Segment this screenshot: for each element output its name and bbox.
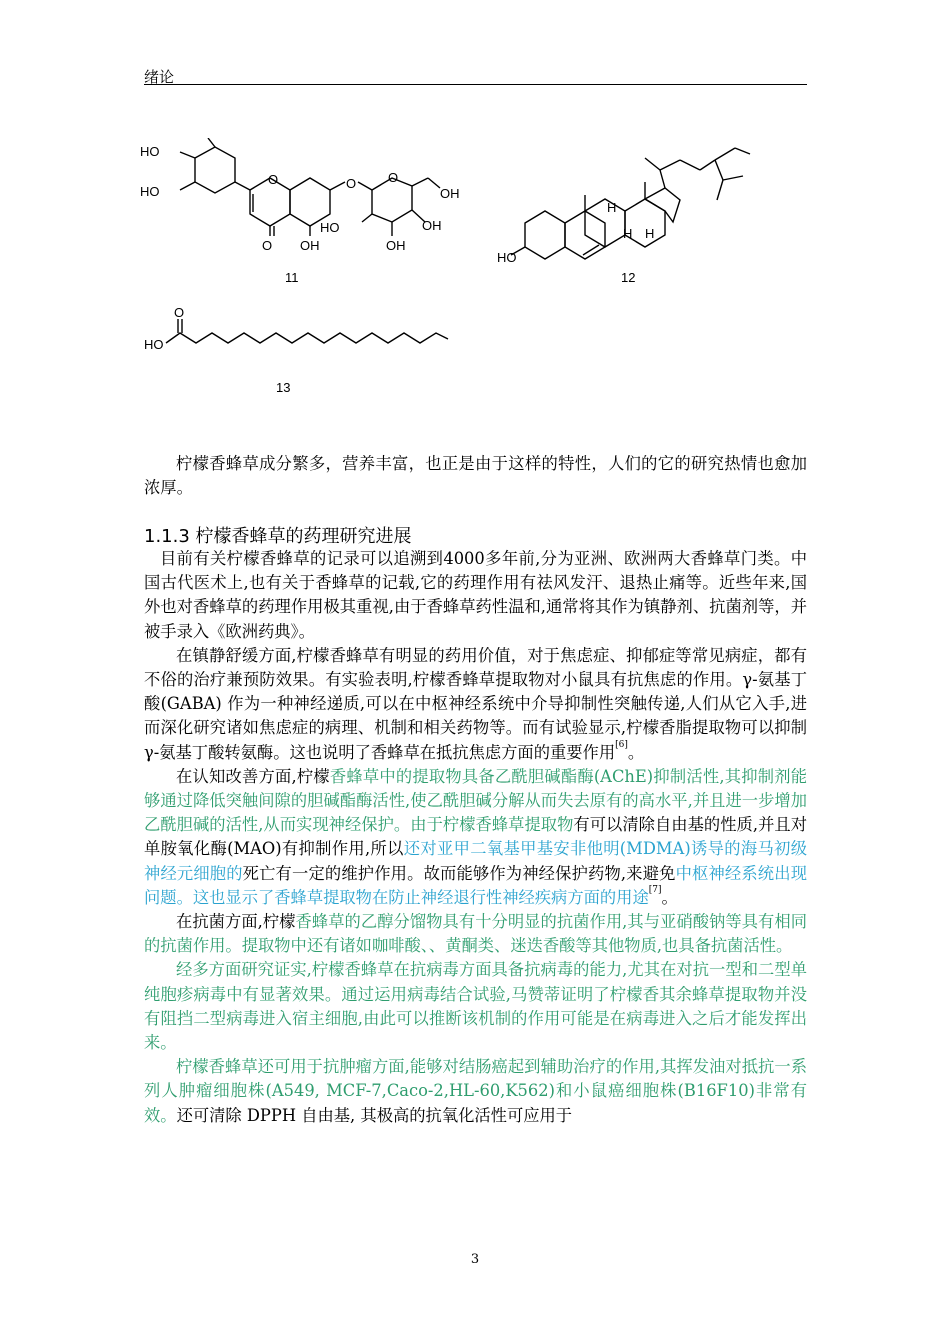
svg-text:OH: OH [300, 238, 320, 253]
header-rule [144, 84, 807, 85]
compound-11-structure [140, 138, 470, 278]
paragraph-1: 目前有关柠檬香蜂草的记录可以追溯到4000多年前,分为亚洲、欧洲两大香蜂草门类。中国古代医术上,也有关于香蜂草的记载,它的药理作用有祛风发汗、退热止痛等。近些年来,国外也对香蜂草的药理作用极其重视,由于香蜂草药性温和,通常将其作为镇静剂、抗菌剂等，并被手录入《欧洲药典》。 [144, 549, 807, 641]
paragraph-2-end: 。 [627, 742, 645, 762]
paragraph-3-e: 还对亚甲二氧基甲基安非他明(MDMA)诱导的海马初级神经元细胞的 [144, 839, 807, 883]
paragraph-4-a: 在抗菌方面,柠檬 [176, 912, 296, 932]
svg-text:H: H [623, 226, 633, 241]
paragraph-2-text: 在镇静舒缓方面,柠檬香蜂草有明显的药用价值，对于焦虑症、抑郁症等常见病症，都有不俗的治疗兼预防效果。有实验表明,柠檬香蜂草提取物对小鼠具有抗焦虑的作用。γ-氨基丁酸(GABA) 作为一种神经递质,可以在中枢神经系统中介导抑制性突触传递,人们从它入手,进而深化研究诸如焦虑症的病理、机制和相关药物等。而有试验显示,柠檬香脂提取物可以抑制 γ-氨基丁酸转氨酶。这也说明了香蜂草在抵抗焦虑方面的重要作用 [144, 645, 807, 762]
svg-text:H: H [645, 226, 655, 241]
compound-13-label: 13 [276, 380, 291, 395]
svg-text:HO: HO [140, 184, 160, 199]
paragraph-4 [144, 910, 807, 958]
svg-text:HO: HO [144, 337, 164, 352]
svg-text:OH: OH [422, 218, 442, 233]
paragraph-3-d: 有可以清除自由基的性质,并且对单胺氧化酶(MAO)有抑制作用,所以 [144, 815, 807, 859]
svg-text:HO: HO [320, 220, 340, 235]
paragraph-3-f: 死亡有一定的维护作用。故而能够作为神经保护药物,来避免 [242, 863, 676, 883]
paragraph-3-end: 。 [661, 887, 678, 907]
paragraph-3-c: 由于柠檬香蜂草提取物 [410, 815, 574, 835]
compound-13-structure [142, 305, 452, 355]
paragraph-4-b: 香蜂草的乙醇分馏物具有十分明显的抗菌作用,其与亚硝酸钠等具有相同的抗菌作用。提取物中还有诸如咖啡酸、、黄酮类、迷迭香酸等其他物质,也具备抗菌活性。 [144, 912, 807, 956]
citation-7: [7] [648, 884, 662, 895]
paragraph-5: 经多方面研究证实,柠檬香蜂草在抗病毒方面具备抗病毒的能力,尤其在对抗一型和二型单纯胞疹病毒中有显著效果。通过运用病毒结合试验,马赞蒂证明了柠檬香其余蜂草提取物并没有阻挡二型病毒进入宿主细胞,由此可以推断该机制的作用可能是在病毒进入之后才能发挥出来。 [144, 960, 807, 1053]
body-text [144, 547, 807, 1128]
svg-text:O: O [174, 305, 185, 320]
svg-text:H: H [607, 200, 617, 215]
citation-6: [6] [615, 739, 628, 750]
paragraph-3 [144, 765, 807, 910]
compound-11-label: 11 [285, 270, 299, 285]
svg-text:O: O [388, 170, 399, 185]
paragraph-3-b: 香蜂草中的提取物具备乙酰胆碱酯酶(AChE)抑制活性,其抑制剂能够通过降低突触间隙的胆碱酯酶活性,使乙酰胆碱分解从而失去原有的高水平,并且进一步增加乙酰胆碱的活性,从而实现神经保护。 [144, 766, 807, 835]
svg-text:O: O [268, 172, 279, 187]
intro-paragraph: 柠檬香蜂草成分繁多，营养丰富，也正是由于这样的特性，人们的它的研究热情也愈加浓厚。 [144, 454, 807, 498]
svg-text:HO: HO [140, 144, 160, 159]
svg-text:HO: HO [497, 250, 517, 265]
paragraph-6-b: 还可清除 DPPH 自由基, 其极高的抗氧化活性可应用于 [176, 1105, 573, 1125]
svg-text:O: O [262, 238, 273, 253]
section-number: 1.1.3 [144, 526, 190, 547]
svg-text:OH: OH [386, 238, 406, 253]
intro-paragraph-block [144, 452, 807, 500]
svg-text:O: O [346, 176, 357, 191]
running-header: 绪论 [144, 68, 175, 86]
paragraph-3-g: 中枢神经系统出现问题。这也显示了香蜂草提取物在防止神经退行性神经疾病方面的用途 [144, 863, 807, 907]
paragraph-2 [144, 644, 807, 765]
svg-text:OH: OH [440, 186, 460, 201]
section-heading [144, 522, 412, 548]
compound-12-structure [495, 138, 775, 268]
compound-12-label: 12 [621, 270, 636, 285]
section-title: 柠檬香蜂草的药理研究进展 [195, 526, 412, 547]
paragraph-6 [144, 1055, 807, 1128]
page-number: 3 [470, 1252, 480, 1267]
paragraph-6-a: 柠檬香蜂草还可用于抗肿瘤方面,能够对结肠癌起到辅助治疗的作用,其挥发油对抵抗一系列人肿瘤细胞株(A549, MCF-7,Caco-2,HL-60,K562)和小鼠癌细胞株(B16F10)非常有效。 [144, 1057, 807, 1125]
paragraph-3-a: 在认知改善方面,柠檬 [176, 766, 330, 786]
